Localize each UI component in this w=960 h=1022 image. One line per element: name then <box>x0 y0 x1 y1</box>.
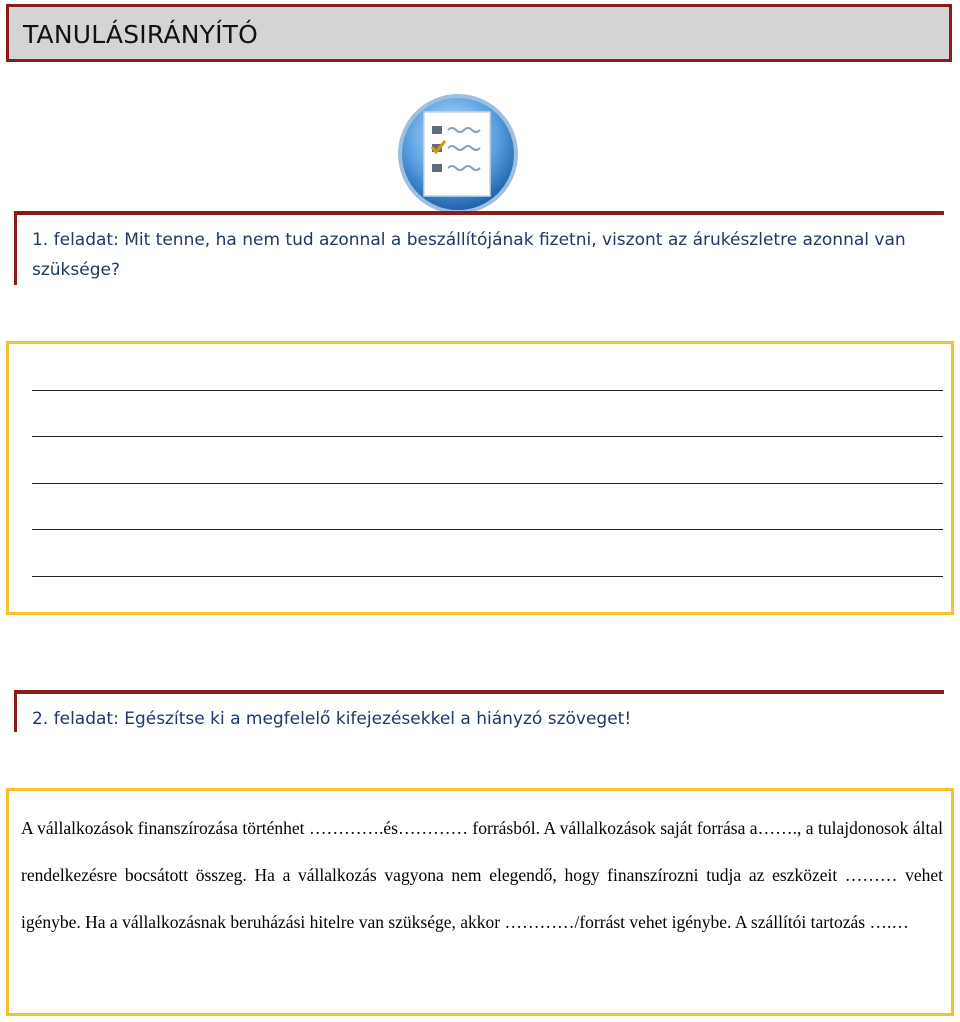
page-header <box>6 4 952 62</box>
task1-side-rule <box>14 211 17 285</box>
answer-line <box>32 483 943 484</box>
checklist-icon <box>396 92 520 216</box>
page-title: TANULÁSIRÁNYÍTÓ <box>23 20 259 49</box>
answer-line <box>32 436 943 437</box>
answer-line <box>32 390 943 391</box>
fill-in-box[interactable] <box>6 788 954 1016</box>
fill-in-paragraph: A vállalkozások finanszírozása történhet ………….és………… forrásból. A vállalkozások saját forrása a……., a tulajdonosok által rendelkezésre bocsátott összeg. Ha a vállalkozás vagyona nem elegendő, hogy finanszírozni tudja az eszközeit ……… vehet igénybe. Ha a vállalkozásnak beruházási hitelre van szüksége, akkor …………/forrást vehet igénybe. A szállítói tartozás ….… <box>21 818 943 932</box>
answer-line <box>32 576 943 577</box>
answer-line <box>32 529 943 530</box>
task1-question: 1. feladat: Mit tenne, ha nem tud azonnal a beszállítójának fizetni, viszont az árukészletre azonnal van szüksége? <box>32 230 906 280</box>
answer-box[interactable] <box>6 341 954 615</box>
task1-rule <box>14 211 944 215</box>
task2-question: 2. feladat: Egészítse ki a megfelelő kifejezésekkel a hiányzó szöveget! <box>32 709 632 729</box>
task2-side-rule <box>14 690 17 732</box>
task2-rule <box>14 690 944 694</box>
